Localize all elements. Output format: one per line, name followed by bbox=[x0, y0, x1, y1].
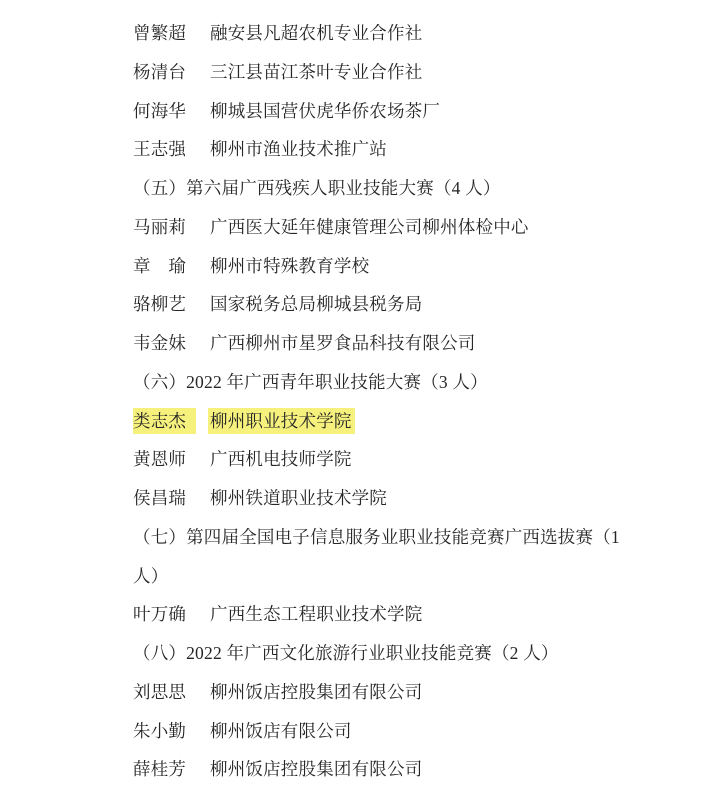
winner-name-column bbox=[133, 247, 210, 286]
winner-name: 叶万确 bbox=[133, 604, 187, 625]
section-heading bbox=[133, 363, 693, 402]
winner-organization: 广西机电技师学院 bbox=[210, 449, 352, 470]
highlighted-winner-name: 类志杰 bbox=[133, 408, 196, 434]
section-heading-text: （七）第四届全国电子信息服务业职业技能竞赛广西选拔赛（1 bbox=[133, 526, 620, 547]
winner-name-column bbox=[133, 440, 210, 479]
winner-row bbox=[133, 595, 693, 634]
winner-name: 侯昌瑞 bbox=[133, 488, 187, 508]
winner-organization: 柳州饭店控股集团有限公司 bbox=[210, 681, 423, 702]
winner-name-column bbox=[133, 712, 210, 751]
section-heading bbox=[133, 169, 693, 208]
winner-organization: 柳城县国营伏虎华侨农场茶厂 bbox=[210, 100, 441, 121]
winner-name: 何海华 bbox=[133, 100, 187, 121]
section-heading-text: 人） bbox=[133, 565, 169, 586]
winner-name-column bbox=[133, 92, 210, 131]
winner-row bbox=[133, 53, 693, 92]
winner-organization: 柳州饭店控股集团有限公司 bbox=[210, 759, 423, 780]
winner-row bbox=[133, 750, 693, 789]
winner-name-column bbox=[133, 673, 210, 712]
winner-row bbox=[133, 324, 693, 363]
winner-organization: 柳州铁道职业技术学院 bbox=[210, 488, 387, 508]
winner-organization: 柳州饭店有限公司 bbox=[210, 720, 352, 741]
winner-name: 杨清台 bbox=[133, 61, 187, 82]
winner-row bbox=[133, 673, 693, 712]
winner-organization: 柳州市渔业技术推广站 bbox=[210, 139, 387, 160]
section-heading-text: （五）第六届广西残疾人职业技能大赛（4 人） bbox=[133, 178, 501, 198]
winner-name-column bbox=[133, 324, 210, 363]
section-heading bbox=[133, 634, 693, 673]
winner-name: 韦金妹 bbox=[133, 333, 187, 353]
winner-name: 朱小勤 bbox=[133, 720, 187, 741]
winner-name: 王志强 bbox=[133, 139, 187, 160]
winner-row bbox=[133, 440, 693, 479]
winner-organization: 柳州市特殊教育学校 bbox=[210, 255, 370, 276]
winner-row bbox=[133, 479, 693, 518]
winner-name: 马丽莉 bbox=[133, 216, 187, 237]
winner-organization: 广西生态工程职业技术学院 bbox=[210, 604, 423, 625]
winner-name: 薛桂芳 bbox=[133, 759, 187, 780]
winner-name-column bbox=[133, 402, 210, 441]
winner-name-column bbox=[133, 595, 210, 634]
winner-name: 刘思思 bbox=[133, 681, 187, 702]
winner-organization: 广西医大延年健康管理公司柳州体检中心 bbox=[210, 216, 529, 237]
section-heading-text: （八）2022 年广西文化旅游行业职业技能竞赛（2 人） bbox=[133, 643, 559, 663]
winner-organization: 国家税务总局柳城县税务局 bbox=[210, 294, 423, 315]
winner-name-column bbox=[133, 285, 210, 324]
winner-name: 黄恩师 bbox=[133, 449, 187, 470]
section-heading-text: （六）2022 年广西青年职业技能大赛（3 人） bbox=[133, 371, 488, 392]
winner-organization: 融安县凡超农机专业合作社 bbox=[210, 23, 423, 43]
winner-row bbox=[133, 130, 693, 169]
winner-name-column bbox=[133, 208, 210, 247]
winner-row bbox=[133, 208, 693, 247]
winner-name-column bbox=[133, 750, 210, 789]
winner-name-column bbox=[133, 479, 210, 518]
winner-name: 骆柳艺 bbox=[133, 294, 187, 315]
winner-name: 章 瑜 bbox=[133, 255, 187, 276]
winner-name: 曾繁超 bbox=[133, 23, 187, 43]
winner-organization: 广西柳州市星罗食品科技有限公司 bbox=[210, 333, 476, 353]
winner-row bbox=[133, 285, 693, 324]
winner-row bbox=[133, 712, 693, 751]
winner-name-column bbox=[133, 130, 210, 169]
winner-row bbox=[133, 247, 693, 286]
section-heading bbox=[133, 557, 693, 596]
winner-row bbox=[133, 14, 693, 53]
award-winner-list bbox=[133, 14, 693, 789]
winner-name-column bbox=[133, 53, 210, 92]
winner-name-column bbox=[133, 14, 210, 53]
section-heading bbox=[133, 518, 693, 557]
highlighted-winner-organization: 柳州职业技术学院 bbox=[208, 408, 355, 434]
winner-organization: 三江县苗江茶叶专业合作社 bbox=[210, 61, 423, 82]
winner-row bbox=[133, 92, 693, 131]
winner-row bbox=[133, 402, 693, 441]
